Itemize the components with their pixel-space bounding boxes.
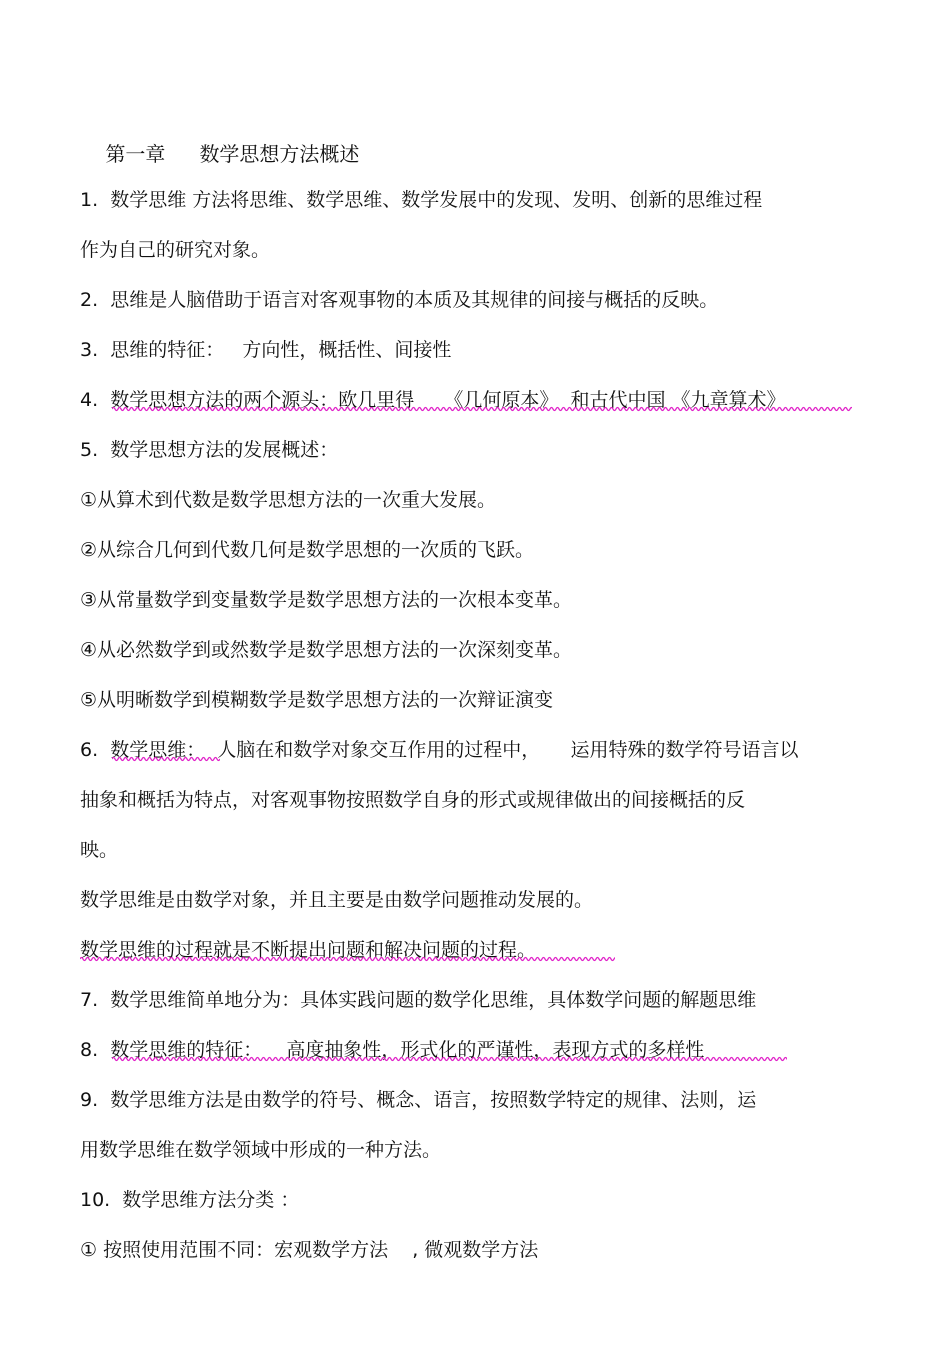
wavy-underline-graphic [112,1055,787,1063]
paragraph-line-1: 1. 数学思维 方法将思维、数学思维、数学发展中的发现、发明、创新的思维过程 [80,189,763,211]
paragraph-line-8: ②从综合几何到代数几何是数学思想的一次质的飞跃。 [80,539,535,561]
paragraph-line-14: 映。 [80,839,119,861]
chapter-heading [80,118,359,190]
paragraph-line-11: ⑤从明晰数学到模糊数学是数学思想方法的一次辩证演变 [80,689,554,711]
chapter-number: 第一章 [105,142,166,166]
paragraph-line-19: 9. 数学思维方法是由数学的符号、概念、语言，按照数学特定的规律、法则，运 [80,1089,757,1111]
paragraph-line-3: 2. 思维是人脑借助于语言对客观事物的本质及其规律的间接与概括的反映。 [80,289,719,311]
wavy-underline-line-18 [112,1055,787,1063]
paragraph-line-18: 8. 数学思维的特征： 高度抽象性，形式化的严谨性，表现方式的多样性 [80,1039,705,1061]
paragraph-line-21: 10. 数学思维方法分类 ： [80,1189,300,1211]
wavy-underline-line-16 [80,955,615,963]
wavy-underline-line-6 [112,755,220,763]
paragraph-line-15: 数学思维是由数学对象，并且主要是由数学问题推动发展的。 [80,889,594,911]
chapter-title: 数学思想方法概述 [199,142,360,166]
wavy-underline-graphic [112,755,220,763]
paragraph-line-4: 3. 思维的特征： 方向性，概括性、间接性 [80,339,452,361]
paragraph-line-6: 5. 数学思想方法的发展概述： [80,439,339,461]
paragraph-line-5: 4. 数学思想方法的两个源头：欧几里得 《几何原本》 和古代中国 《九章算术》 [80,389,786,411]
paragraph-line-17: 7. 数学思维简单地分为：具体实践问题的数学化思维，具体数学问题的解题思维 [80,989,757,1011]
paragraph-line-10: ④从必然数学到或然数学是数学思想方法的一次深刻变革。 [80,639,573,661]
wavy-underline-graphic [112,405,852,413]
wavy-underline-line-4 [112,405,852,413]
paragraph-line-20: 用数学思维在数学领域中形成的一种方法。 [80,1139,442,1161]
wavy-underline-graphic [80,955,615,963]
paragraph-line-12: 6. 数学思维： 人脑在和数学对象交互作用的过程中， 运用特殊的数学符号语言以 [80,739,799,761]
paragraph-line-7: ①从算术到代数是数学思想方法的一次重大发展。 [80,489,497,511]
paragraph-line-16: 数学思维的过程就是不断提出问题和解决问题的过程。 [80,939,537,961]
paragraph-line-9: ③从常量数学到变量数学是数学思想方法的一次根本变革。 [80,589,573,611]
paragraph-line-22: ① 按照使用范围不同：宏观数学方法 , 微观数学方法 [80,1239,539,1261]
paragraph-line-2: 作为自己的研究对象。 [80,239,271,261]
paragraph-line-13: 抽象和概括为特点，对客观事物按照数学自身的形式或规律做出的间接概括的反 [80,789,746,811]
